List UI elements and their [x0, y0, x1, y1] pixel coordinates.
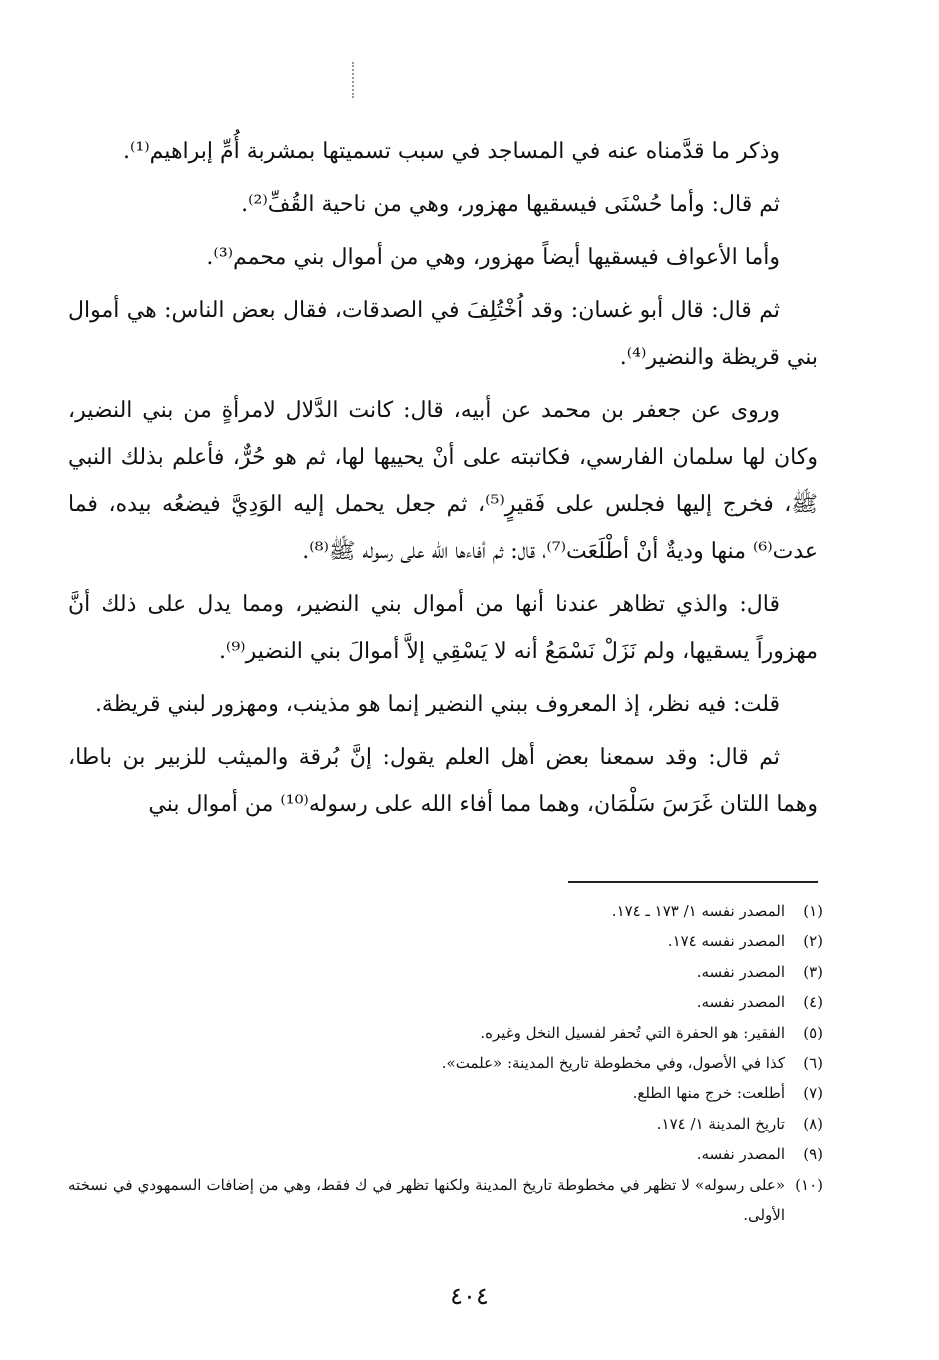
- paragraph-4: ثم قال: قال أبو غسان: وقد اُخْتُلِفَ في الصدقات، فقال بعض الناس: هي أموال بني قريظة والنضير⁽⁴⁾.: [68, 298, 818, 370]
- footnotes: [68, 896, 823, 1230]
- footnote: [68, 1018, 823, 1048]
- paragraph-3: وأما الأعواف فيسقيها أيضاً مهزور، وهي من أموال بني محمم⁽³⁾.: [206, 245, 780, 270]
- paragraph-5: وروى عن جعفر بن محمد عن أبيه، قال: كانت الدَّلال لامرأةٍ من بني النضير، وكان لها سلمان الفارسي، فكاتبته على أنْ يحييها لها، ثم هو حُرٌّ، فأعلم بذلك النبي ﷺ، فخرج إليها فجلس على فَقيرٍ⁽⁵⁾، ثم جعل يحمل إليه الوَدِيَّ فيضعُه بيده، فما عدت⁽⁶⁾ منها وديةٌ أنْ أطْلَعَت⁽⁷⁾، قال: ثم أفاءها الله على رسوله ﷺ⁽⁸⁾.: [68, 398, 818, 564]
- paragraph-6: قال: والذي تظاهر عندنا أنها من أموال بني النضير، ومما يدل على ذلك أنَّ مهزوراً يسقيها، ولم نَزَلْ نَسْمَعُ أنه لا يَسْقِي إلاَّ أموالَ بني النضير⁽⁹⁾.: [68, 592, 818, 664]
- scan-artifact-dots: [352, 62, 358, 98]
- footnote-number: (٥): [803, 1023, 823, 1042]
- footnote-text: المصدر نفسه.: [696, 1145, 785, 1164]
- footnote: [68, 957, 823, 987]
- footnote-text: المصدر نفسه ١٧٤.: [667, 932, 785, 951]
- footnote-text: الفقير: هو الحفرة التي تُحفر لفسيل النخل وغيره.: [480, 1023, 785, 1042]
- footnote-number: (٩): [803, 1145, 823, 1164]
- footnote: [68, 896, 823, 926]
- footnote: [68, 1109, 823, 1139]
- footnote-number: (١): [803, 902, 823, 920]
- footnote-number: (١٠): [795, 1175, 823, 1194]
- paragraph-8: ثم قال: وقد سمعنا بعض أهل العلم يقول: إنَّ بُرقة والميثب للزبير بن باطا، وهما اللتان غَرَسَ سَلْمَان، وهما مما أفاء الله على رسوله⁽¹⁰⁾ من أموال بني: [68, 745, 818, 817]
- paragraph-7: قلت: فيه نظر، إذ المعروف ببني النضير إنما هو مذينب، ومهزور لبني قريظة.: [94, 692, 780, 717]
- footnote: [68, 1139, 823, 1169]
- page-number: ٤٠٤: [450, 1282, 489, 1310]
- footnote-text: المصدر نفسه.: [696, 962, 785, 981]
- footnote: [68, 1048, 823, 1078]
- footnote-text: أطلعت: خرج منها الطلع.: [632, 1084, 785, 1103]
- footnote-text: «على رسوله» لا تظهر في مخطوطة تاريخ المدينة ولكنها تظهر في ك فقط، وهي من إضافات السمهودي في نسخته الأولى.: [68, 1175, 785, 1225]
- footnote-number: (٢): [803, 932, 823, 951]
- footnote-number: (٤): [803, 993, 823, 1012]
- footnote: [68, 1170, 823, 1231]
- footnote: [68, 1078, 823, 1108]
- footnote-text: تاريخ المدينة ١/ ١٧٤.: [656, 1114, 785, 1133]
- footnote-text: المصدر نفسه.: [696, 993, 785, 1012]
- footnote-text: المصدر نفسه ١/ ١٧٣ ـ ١٧٤.: [611, 902, 785, 920]
- footnote-number: (٨): [803, 1114, 823, 1133]
- main-text: [68, 128, 818, 834]
- footnote: [68, 987, 823, 1017]
- footnote-number: (٦): [803, 1054, 823, 1073]
- paragraph-1: وذكر ما قدَّمناه عنه في المساجد في سبب تسميتها بمشربة أُمِّ إبراهيم⁽¹⁾.: [123, 139, 780, 164]
- footnote: [68, 926, 823, 956]
- footnote-text: كذا في الأصول، وفي مخطوطة تاريخ المدينة: «علمت».: [441, 1054, 785, 1073]
- paragraph-2: ثم قال: وأما حُسْنَى فيسقيها مهزور، وهي من ناحية القُفِّ⁽²⁾.: [241, 192, 780, 217]
- footnote-separator: [568, 881, 818, 883]
- footnote-number: (٣): [803, 962, 823, 981]
- footnote-number: (٧): [803, 1084, 823, 1103]
